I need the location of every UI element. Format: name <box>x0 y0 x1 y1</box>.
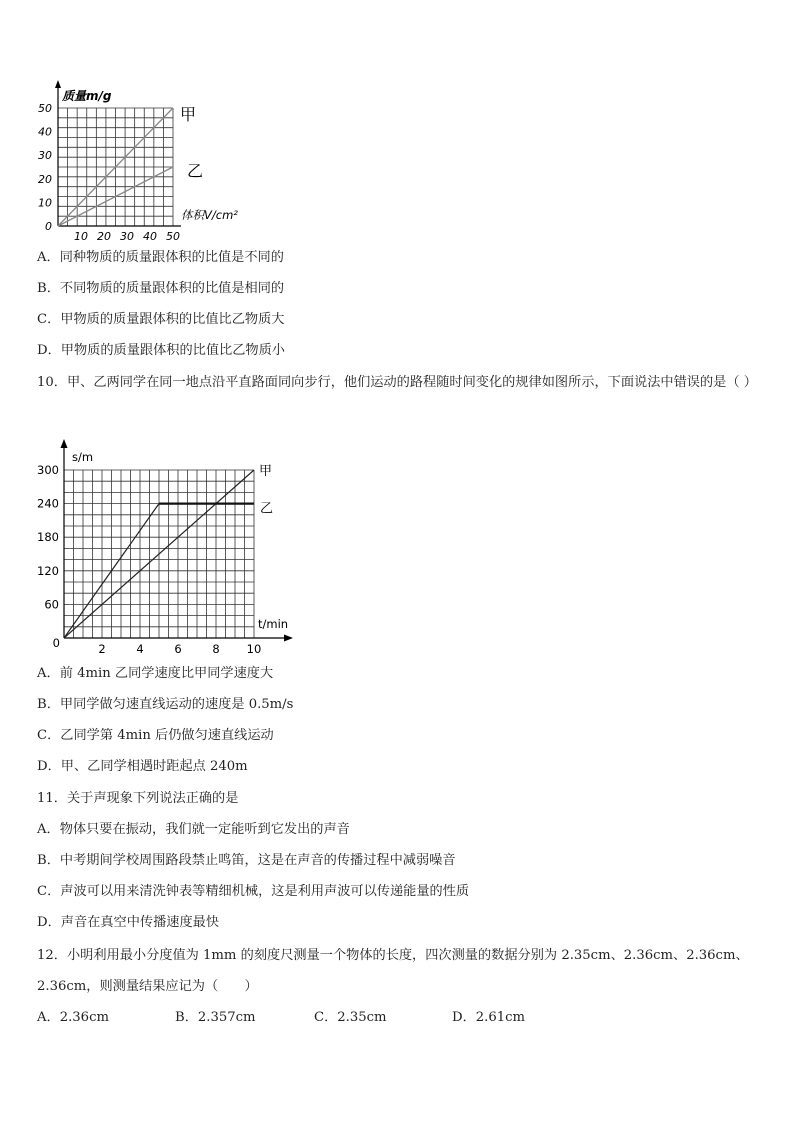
q11-option-d[interactable]: D．声音在真空中传播速度最快 <box>37 915 220 930</box>
y-axis-arrow <box>61 439 68 448</box>
distance-time-chart <box>30 433 320 659</box>
x-axis-arrow <box>284 635 293 642</box>
y-tick-label: 240 <box>37 496 59 511</box>
q9-option-a[interactable]: A．同种物质的质量跟体积的比值是不同的 <box>37 250 284 265</box>
x-tick-label: 4 <box>136 642 144 656</box>
q9-option-d[interactable]: D．甲物质的质量跟体积的比值比乙物质小 <box>37 343 285 358</box>
q12-option-c[interactable]: C．2.35cm <box>314 1010 387 1025</box>
origin-label: 0 <box>52 636 60 650</box>
x-tick-label: 8 <box>212 642 220 656</box>
q12-option-a[interactable]: A．2.36cm <box>37 1010 109 1025</box>
y-tick-label: 180 <box>37 530 59 545</box>
q10-stem: 10．甲、乙两同学在同一地点沿平直路面同向步行，他们运动的路程随时间变化的规律如图所示，下面说法中错误的是（ ） <box>37 375 757 390</box>
q9-option-b[interactable]: B．不同物质的质量跟体积的比值是相同的 <box>37 281 285 296</box>
x-tick-label: 20 <box>97 230 111 243</box>
q10-option-a[interactable]: A．前 4min 乙同学速度比甲同学速度大 <box>37 666 274 681</box>
q11-option-a[interactable]: A．物体只要在振动，我们就一定能听到它发出的声音 <box>37 822 350 837</box>
y-tick-label: 0 <box>45 220 52 233</box>
x-axis-title: 体积V/cm² <box>181 208 238 222</box>
q11-option-c[interactable]: C．声波可以用来清洗钟表等精细机械，这是利用声波可以传递能量的性质 <box>37 884 470 899</box>
y-tick-label: 120 <box>37 563 59 578</box>
q10-option-c[interactable]: C．乙同学第 4min 后仍做匀速直线运动 <box>37 728 274 743</box>
q9-option-c[interactable]: C．甲物质的质量跟体积的比值比乙物质大 <box>37 312 285 327</box>
y-tick-label: 40 <box>38 125 52 139</box>
q10-option-b[interactable]: B．甲同学做匀速直线运动的速度是 0.5m/s <box>37 697 294 712</box>
x-tick-label: 50 <box>166 230 180 243</box>
y-tick-label: 50 <box>38 102 52 115</box>
x-tick-label: 40 <box>143 230 157 243</box>
q11-option-b[interactable]: B．中考期间学校周围路段禁止鸣笛，这是在声音的传播过程中减弱噪音 <box>37 853 456 868</box>
x-tick-label: 2 <box>98 642 106 656</box>
series-name-yi: 乙 <box>260 501 274 517</box>
q12-option-b[interactable]: B．2.357cm <box>175 1010 256 1025</box>
y-axis-title: s/m <box>72 450 94 464</box>
x-tick-label: 10 <box>74 230 88 243</box>
x-axis-title: t/min <box>258 617 289 631</box>
y-tick-label: 30 <box>38 149 52 163</box>
x-tick-label: 6 <box>174 642 182 656</box>
y-tick-label: 10 <box>38 196 52 210</box>
series-name-yi: 乙 <box>187 161 204 181</box>
y-axis-title: 质量m/g <box>62 89 112 103</box>
q12-stem: 12．小明利用最小分度值为 1mm 的刻度尺测量一个物体的长度，四次测量的数据分别为 2.35cm、2.36cm、2.36cm、2.36cm，则测量结果应记为（ ） <box>37 948 749 994</box>
q11-stem: 11．关于声现象下列说法正确的是 <box>37 791 239 806</box>
y-tick-label: 20 <box>38 172 52 186</box>
y-axis-arrow <box>55 80 61 88</box>
y-tick-label: 300 <box>37 463 59 477</box>
mass-volume-chart <box>30 80 270 250</box>
chart-labels <box>38 89 238 243</box>
x-tick-label: 10 <box>246 642 262 656</box>
x-tick-label: 30 <box>120 230 134 243</box>
series-name-jia: 甲 <box>259 464 273 479</box>
series-name-jia: 甲 <box>180 105 197 125</box>
q10-option-d[interactable]: D．甲、乙同学相遇时距起点 240m <box>37 759 248 774</box>
q12-option-d[interactable]: D．2.61cm <box>452 1010 526 1025</box>
y-tick-label: 60 <box>44 597 59 612</box>
